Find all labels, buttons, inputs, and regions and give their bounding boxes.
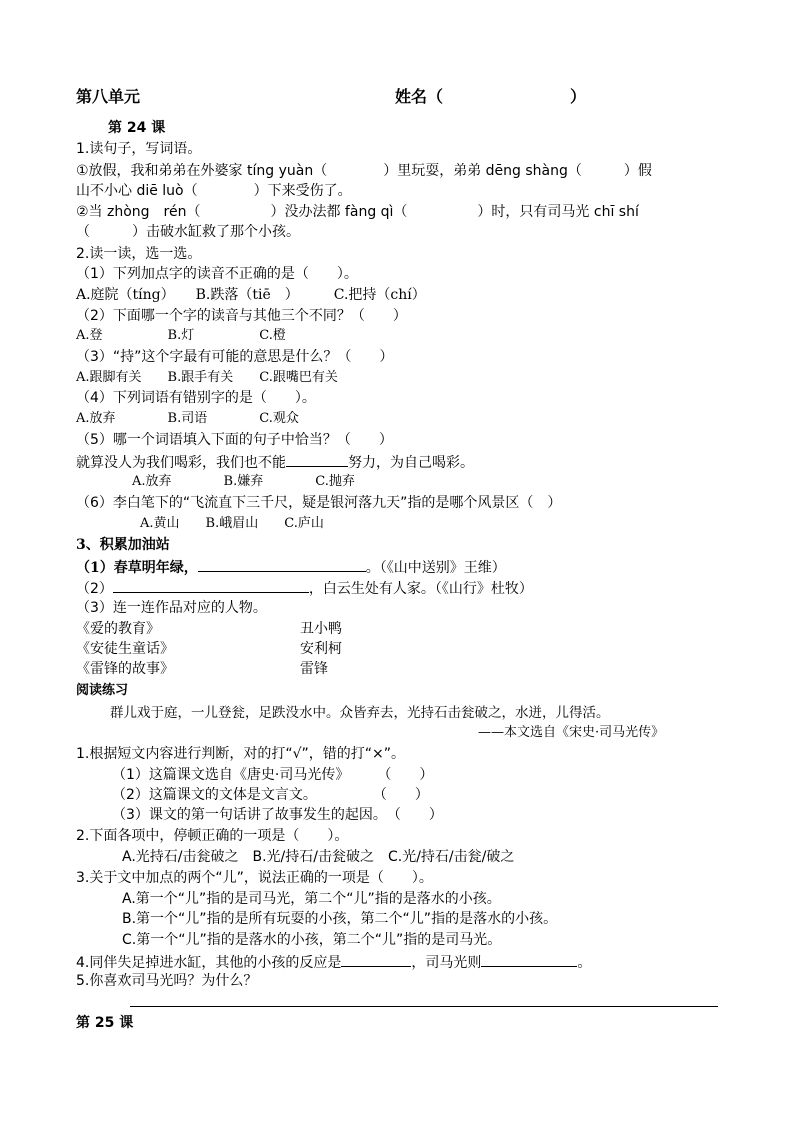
q3-p3: （3）连一连作品对应的人物。 [76, 600, 267, 616]
q2-s4: （4）下列词语有错别字的是（ ）。 [76, 390, 316, 406]
q2-s1-options: A.庭院（tíng） B.跌落（tiē ） C.把持（chí） [76, 287, 426, 303]
q3-p2-blank[interactable] [113, 578, 309, 593]
pair-work-1[interactable]: 《爱的教育》 [76, 621, 160, 637]
answer-line[interactable] [130, 1006, 718, 1007]
reading-q4-blank-2[interactable] [481, 952, 577, 967]
q3-p2-b: ，白云生处有人家。（《山行》杜牧） [308, 581, 533, 597]
pair-person-1[interactable]: 丑小鸭 [300, 621, 342, 637]
reading-q1-item-1: （1）这篇课文选自《唐史·司马光传》 （ ） [112, 767, 434, 783]
q2-s6: （6）李白笔下的“飞流直下三千尺，疑是银河落九天”指的是哪个风景区（ ） [76, 495, 562, 511]
reading-q3: 3.关于文中加点的两个“儿”，说法正确的一项是（ ）。 [76, 870, 433, 886]
lesson-25-title: 第 25 课 [76, 1015, 134, 1031]
reading-source: ——本文选自《宋史·司马光传》 [478, 725, 665, 740]
reading-q1: 1.根据短文内容进行判断，对的打“√”，错的打“×”。 [76, 746, 406, 762]
reading-q4-a: 4.同伴失足掉进水缸，其他的小孩的反应是 [76, 955, 342, 971]
q2-s5-sentence-b: 努力，为自己喝彩。 [348, 455, 474, 471]
reading-q3-option-a: A.第一个“儿”指的是司马光，第二个“儿”指的是落水的小孩。 [122, 891, 501, 907]
pair-person-3[interactable]: 雷锋 [300, 661, 328, 677]
q2-s3-options: A.跟脚有关 B.跟手有关 C.跟嘴巴有关 [76, 370, 338, 385]
q2-s3: （3）“持”这个字最有可能的意思是什么？（ ） [76, 349, 394, 365]
reading-text: 群儿戏于庭，一儿登瓮，足跌没水中。众皆弃去，光持石击瓮破之，水迸，儿得活。 [110, 705, 610, 721]
q1-line4: （ ）击破水缸救了那个小孩。 [76, 224, 300, 240]
reading-q2: 2.下面各项中，停顿正确的一项是（ ）。 [76, 828, 349, 844]
q2-s4-options: A.放弃 B.司语 C.观众 [76, 411, 299, 426]
pair-person-2[interactable]: 安利柯 [300, 641, 342, 657]
reading-q4-b: ，司马光则 [411, 955, 482, 971]
q3-p1-b: 。（《山中送别》王维） [365, 560, 506, 576]
reading-q1-item-3: （3）课文的第一句话讲了故事发生的起因。 （ ） [112, 807, 443, 823]
reading-q4 [76, 952, 591, 972]
reading-q3-option-c: C.第一个“儿”指的是落水的小孩，第二个“儿”指的是司马光。 [122, 932, 502, 948]
reading-q1-item-2: （2）这篇课文的文体是文言文。 （ ） [112, 787, 429, 803]
q1-line3: ②当 zhòng rén（ ）没办法都 fàng qì（ ）时，只有司马光 chī shí [76, 204, 639, 220]
q2-s5-sentence [76, 452, 474, 472]
q2-s2-options: A.登 B.灯 C.橙 [76, 328, 286, 343]
q3-p1 [76, 557, 506, 577]
q2-s5-blank[interactable] [286, 452, 348, 467]
q3-p1-blank[interactable] [198, 557, 366, 572]
q2-s1: （1）下列加点字的读音不正确的是（ ）。 [76, 266, 358, 282]
q2-title: 2.读一读，选一选。 [76, 246, 202, 262]
name-close: ） [570, 87, 587, 106]
pair-work-3[interactable]: 《雷锋的故事》 [76, 661, 174, 677]
name-label: 姓名（ [395, 87, 444, 106]
q2-s2: （2）下面哪一个字的读音与其他三个不同？（ ） [76, 308, 407, 324]
reading-q3-option-b: B.第一个“儿”指的是所有玩耍的小孩，第二个“儿”指的是落水的小孩。 [122, 911, 558, 927]
pair-work-2[interactable]: 《安徒生童话》 [76, 641, 174, 657]
unit-title: 第八单元 [76, 87, 141, 106]
lesson-24-title: 第 24 课 [108, 120, 166, 136]
q1-line2: 山不小心 diē luò（ ）下来受伤了。 [76, 183, 352, 199]
q1-title: 1.读句子，写词语。 [76, 141, 202, 157]
q3-p2-a: （2） [76, 581, 113, 597]
q2-s5: （5）哪一个词语填入下面的句子中恰当？（ ） [76, 432, 393, 448]
q3-p1-a: （1）春草明年绿， [76, 560, 198, 576]
q3-p2 [76, 578, 533, 598]
q2-s5-options: A.放弃 B.嫌弃 C.抛弃 [132, 474, 355, 489]
reading-title: 阅读练习 [76, 683, 129, 698]
q3-title: 3、积累加油站 [76, 537, 170, 553]
reading-q4-blank-1[interactable] [341, 952, 411, 967]
reading-q2-options: A.光持石/击瓮破之 B.光/持石/击瓮破之 C.光/持石/击瓮/破之 [122, 849, 515, 865]
q1-line1: ①放假，我和弟弟在外婆家 tíng yuàn（ ）里玩耍，弟弟 dēng shàng（ ）假 [76, 163, 652, 179]
reading-q5: 5.你喜欢司马光吗？为什么？ [76, 973, 258, 989]
q2-s6-options: A.黄山 B.峨眉山 C.庐山 [140, 516, 324, 531]
q2-s5-sentence-a: 就算没人为我们喝彩，我们也不能 [76, 455, 286, 471]
reading-q4-c: 。 [577, 955, 592, 971]
